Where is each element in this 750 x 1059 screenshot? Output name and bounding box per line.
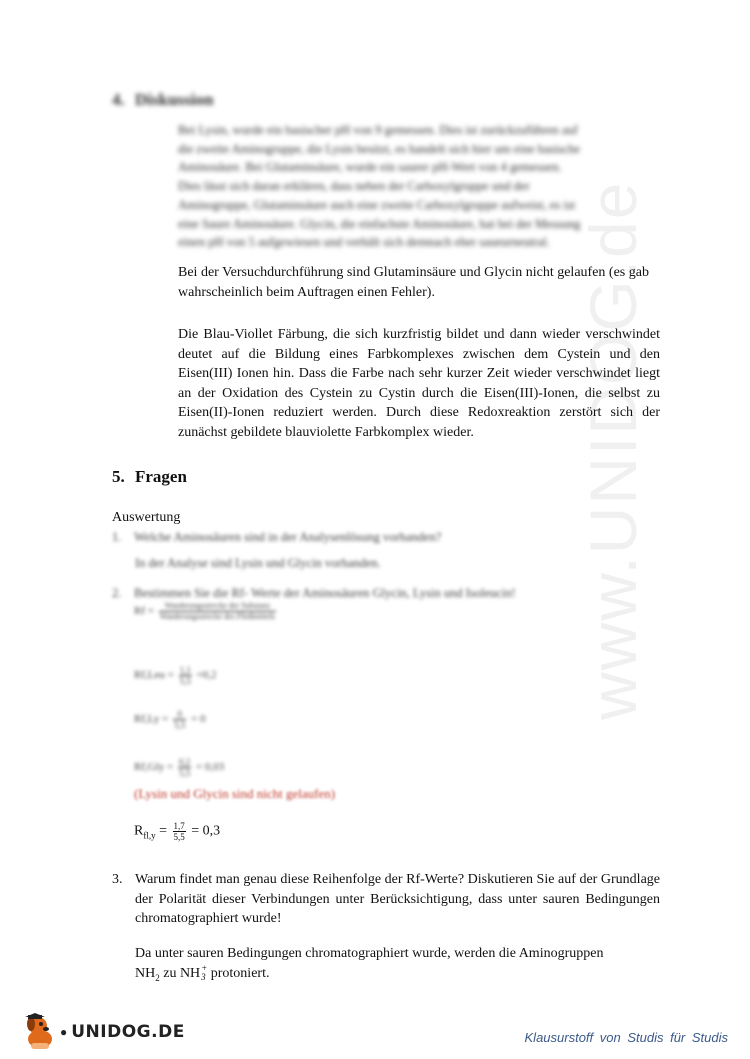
question-1-text: Welche Aminosäuren sind in der Analysenlösung vorhanden?	[134, 530, 442, 544]
paw-icon: ●	[60, 1024, 68, 1039]
blurred-line: Dies lässt sich daran erklären, dass neben der Carboxylgruppe und der	[178, 179, 530, 194]
rf-result-3-lhs: Rf,Gly =	[134, 761, 174, 774]
rf-lysine-formula	[134, 821, 220, 842]
question-3-answer-line-1: Da unter sauren Bedingungen chromatographiert wurde, werden die Aminogruppen	[135, 946, 604, 961]
rf-formula	[134, 601, 278, 622]
question-2-number: 2.	[112, 586, 122, 600]
rf-result-2	[134, 709, 206, 730]
rf-result-1-num: 1,1	[179, 665, 191, 675]
rf-result-2-lhs: Rf,Ly =	[134, 713, 169, 726]
answer-end: protoniert.	[210, 965, 270, 981]
rf-result-1-fraction	[179, 665, 192, 686]
blurred-line: Aminogruppe, Glutaminsäure auch eine zweite Carboxylgruppe aufweist, es ist	[178, 197, 576, 212]
question-3-number: 3.	[112, 872, 123, 887]
footer-tagline: Klausurstoff von Studis für Studis	[524, 1030, 728, 1045]
section-4-heading	[112, 90, 213, 110]
question-1-answer: In der Analyse sind Lysin und Glycin vorhanden.	[135, 556, 381, 570]
rf-lysine-value: = 0,3	[191, 823, 221, 839]
nh3-base: zu NH	[163, 965, 201, 981]
section-5-heading	[112, 467, 187, 487]
section-4-title: Diskussion	[135, 90, 214, 109]
question-1-number: 1.	[112, 530, 122, 544]
blurred-line: Bei Lysin, wurde ein basischer pH von 9 gemessen. Dies ist zurückzuführen auf	[178, 123, 578, 137]
rf-formula-lhs: Rf =	[134, 605, 154, 618]
rf-result-3	[134, 757, 224, 778]
nh3-scripts	[201, 964, 207, 982]
rf-lysine-fraction	[173, 821, 186, 842]
nh2-subscript: 2	[155, 972, 160, 983]
nh2-base: NH	[135, 965, 156, 981]
rf-result-3-num: 0,2	[178, 757, 191, 767]
section-4-number: 4.	[112, 90, 125, 109]
diskussion-paragraph-3: Die Blau-Viollet Färbung, die sich kurzfristig bildet und dann wieder verschwindet deutet auf die Bildung eines Farbkomplexes zwischen dem Cystein und den Eisen(III) Ionen hin. Dass die Farbe nach sehr kurzer Zeit wieder verschwindet liegt an der Oxidation des Cystein zu Cystin durch die Eisen(III)-Ionen, die selbst zu Eisen(II)-Ionen reduziert werden. Durch diese Redoxreaktion zerstört sich der zunächst gebildete blauviolette Farbkomplex wieder.	[178, 327, 660, 440]
rf-result-3-fraction	[178, 757, 191, 778]
rf-formula-fraction	[159, 601, 276, 622]
rf-result-2-den: 5,5	[174, 720, 186, 730]
rf-lysine-numerator: 1,7	[173, 821, 185, 831]
rf-result-2-fraction	[173, 709, 186, 730]
blurred-line: einen pH von 5 aufgewiesen und verhält sich demnach eher saueurneutral.	[178, 235, 550, 250]
auswertung-label: Auswertung	[112, 510, 181, 525]
rf-result-1-value: =0,2	[196, 669, 217, 682]
question-3-answer	[135, 944, 660, 988]
unidog-logo[interactable]	[22, 1012, 185, 1052]
rf-result-3-den: 5,5	[178, 768, 191, 778]
rf-result-1-lhs: Rf,Leu =	[134, 669, 174, 682]
rf-formula-numerator: Wanderungsstrecke der Substanz	[159, 601, 276, 612]
question-3-text: Warum findet man genau diese Reihenfolge der Rf-Werte? Diskutieren Sie auf der Grundlage der Polarität dieser Verbindungen unter Berücksichtigung, dass unter sauren Bedingungen chromatographiert wurde!	[135, 872, 660, 926]
diskussion-blurred-paragraph	[178, 121, 660, 252]
rf-lysine-subscript: fl,y	[143, 830, 156, 841]
section-5-number: 5.	[112, 467, 125, 486]
rf-result-1-den: 5,5	[179, 676, 191, 686]
diskussion-paragraph-2: Bei der Versuchdurchführung sind Glutaminsäure und Glycin nicht gelaufen (es gab wahrscheinlich beim Auftragen einen Fehler).	[178, 265, 649, 300]
rf-lysine-denominator: 5,5	[173, 832, 185, 842]
nh3-superscript: +	[201, 963, 208, 974]
question-1	[112, 528, 441, 546]
dog-mascot-icon	[22, 1013, 58, 1051]
logo-text: UNIDOG.DE	[71, 1022, 185, 1042]
blurred-line: Aminosäure. Bei Glutaminsäure, wurde ein saurer pH-Wert von 4 gemessen.	[178, 160, 562, 175]
question-3	[112, 870, 660, 929]
nh3-subscript: 3	[201, 972, 206, 983]
rf-result-1	[134, 665, 217, 686]
rf-result-2-value: = 0	[191, 713, 206, 726]
red-note: (Lysin und Glycin sind nicht gelaufen)	[134, 786, 336, 801]
question-2-text: Bestimmen Sie die Rf- Werte der Aminosäuren Glycin, Lysin und Isoleucin!	[134, 586, 516, 600]
question-2	[112, 586, 516, 601]
blurred-line: eine Saure Aminosäure. Glycin, die einfachste Aminosäure, hat bei der Messung	[178, 216, 581, 231]
rf-result-3-value: = 0,03	[195, 761, 225, 774]
question-3-answer-line-2	[135, 964, 660, 988]
rf-lysine-equals: =	[159, 823, 167, 839]
rf-formula-denominator: Wanderungsstrecke des Fließmittels	[159, 612, 276, 621]
blurred-line: die zweite Aminogruppe, die Lysin besitzt, es handelt sich hier um eine basische	[178, 141, 580, 156]
rf-lysine-symbol: R	[134, 823, 144, 839]
rf-result-2-num: 0	[173, 709, 186, 720]
section-5-title: Fragen	[135, 467, 187, 486]
watermark: www.UNIDOG.de	[576, 180, 650, 720]
